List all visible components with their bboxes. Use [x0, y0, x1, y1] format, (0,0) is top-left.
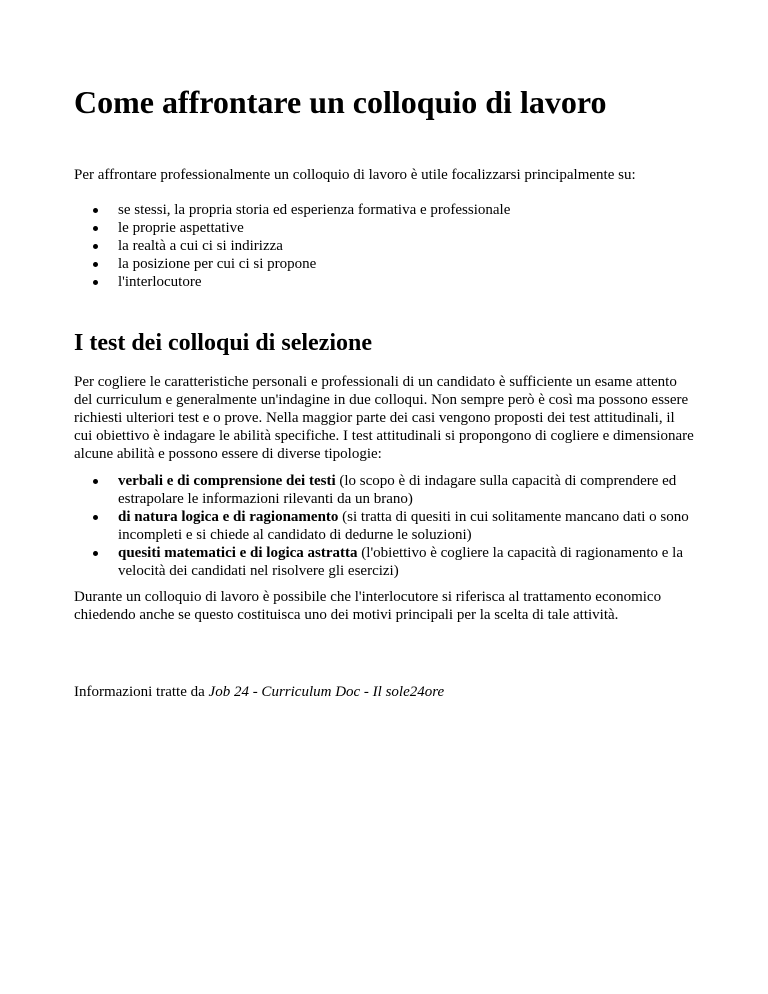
test-types-list	[74, 472, 696, 580]
bullet-icon	[93, 515, 98, 520]
tests-paragraph: Per cogliere le caratteristiche personali e professionali di un candidato è sufficiente un esame attento del curriculum e generalmente un'indagine in due colloqui. Non sempre però è così ma possono essere richiesti ulteriori test e o prove. Nella maggior parte dei casi vengono proposti dei test attitudinali, il cui obiettivo è indagare le abilità specifiche. I test attitudinali si propongono di cogliere e dimensionare alcune abilità e possono essere di diverse tipologie:	[74, 374, 694, 462]
test-type-name: verbali e di comprensione dei testi	[118, 473, 336, 489]
intro-paragraph: Per affrontare professionalmente un colloquio di lavoro è utile focalizzarsi principalmente su:	[74, 167, 636, 183]
source-citation: Job 24 - Curriculum Doc - Il sole24ore	[208, 684, 445, 700]
source-line	[74, 683, 694, 701]
test-type-name: di natura logica e di ragionamento	[118, 509, 339, 525]
list-item	[74, 544, 696, 580]
bullet-icon	[93, 244, 98, 249]
bullet-icon	[93, 280, 98, 285]
bullet-icon	[93, 208, 98, 213]
bullet-icon	[93, 226, 98, 231]
closing-paragraph: Durante un colloquio di lavoro è possibile che l'interlocutore si riferisca al trattamento economico chiedendo anche se questo costituisca uno dei motivi principali per la scelta di tale attività.	[74, 589, 662, 623]
list-item: la posizione per cui ci si propone	[74, 255, 696, 273]
list-item: le proprie aspettative	[74, 219, 696, 237]
bullet-icon	[93, 479, 98, 484]
test-type-description: (si tratta di quesiti in cui solitamente mancano dati o sono incompleti e si chiede al candidato di dedurne le soluzioni)	[118, 509, 689, 543]
bullet-icon	[93, 262, 98, 267]
section-heading: I test dei colloqui di selezione	[74, 330, 372, 356]
test-type-description: (l'obiettivo è cogliere la capacità di ragionamento e la velocità dei candidati nel risolvere gli esercizi)	[118, 545, 684, 579]
bullet-icon	[93, 551, 98, 556]
list-item: la realtà a cui ci si indirizza	[74, 237, 696, 255]
focus-list	[74, 201, 696, 291]
page-title: Come affrontare un colloquio di lavoro	[74, 84, 607, 120]
list-item	[74, 508, 696, 544]
list-item	[74, 472, 696, 508]
test-type-name: quesiti matematici e di logica astratta	[118, 545, 358, 561]
source-prefix: Informazioni tratte da	[74, 684, 209, 700]
test-type-description: (lo scopo è di indagare sulla capacità di comprendere ed estrapolare le informazioni rilevanti da un brano)	[118, 473, 677, 507]
list-item: se stessi, la propria storia ed esperienza formativa e professionale	[74, 201, 696, 219]
list-item: l'interlocutore	[74, 273, 696, 291]
